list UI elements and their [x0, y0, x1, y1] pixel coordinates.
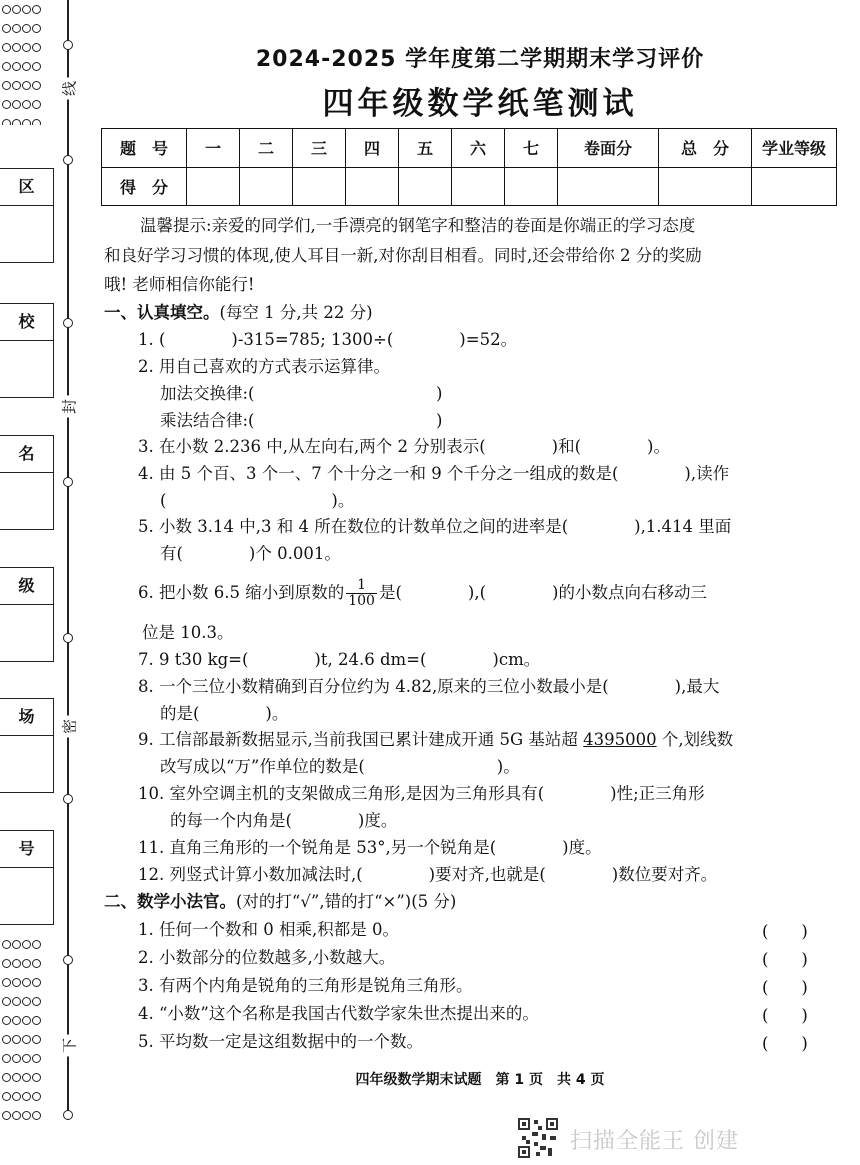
question-2a: 加法交换律:( ) [160, 384, 443, 403]
punch-hole [12, 81, 21, 90]
score-cell[interactable] [505, 167, 558, 206]
score-header-cell: 总 分 [659, 129, 752, 168]
score-table-score-row [102, 167, 837, 206]
punch-hole [32, 1016, 41, 1025]
score-cell[interactable] [293, 167, 346, 206]
judgement-item: 3. 有两个内角是锐角的三角形是锐角三角形。 [138, 976, 473, 995]
question-9-text: 9. 工信部最新数据显示,当前我国已累计建成开通 5G 基站超 [138, 730, 584, 749]
punch-hole [2, 24, 11, 33]
punch-hole [32, 1092, 41, 1101]
score-header-cell: 卷面分 [558, 129, 659, 168]
punch-hole [32, 978, 41, 987]
score-table-header-row [102, 129, 837, 168]
fraction-numerator: 1 [346, 578, 377, 594]
punch-hole [22, 81, 31, 90]
punch-hole [2, 959, 11, 968]
punch-hole [12, 1016, 21, 1025]
punch-hole [32, 1111, 41, 1120]
punch-hole [22, 1035, 31, 1044]
punch-hole [12, 24, 21, 33]
answer-box[interactable]: ( ) [762, 978, 808, 997]
exam-subtitle: 四年级数学纸笔测试 [322, 86, 638, 122]
punch-hole [22, 43, 31, 52]
binding-dot [63, 1110, 73, 1120]
qr-code-icon [518, 1118, 558, 1158]
tip-line: 哦! 老师相信你能行! [104, 275, 255, 294]
score-cell[interactable] [752, 167, 837, 206]
question-11: 11. 直角三角形的一个锐角是 53°,另一个锐角是( )度。 [138, 838, 602, 857]
punch-hole [12, 940, 21, 949]
score-header-cell: 学业等级 [752, 129, 837, 168]
field-name[interactable]: 名 [0, 435, 54, 530]
score-cell[interactable] [187, 167, 240, 206]
answer-box[interactable]: ( ) [762, 1034, 808, 1053]
score-table [101, 128, 837, 206]
punch-hole [22, 62, 31, 71]
score-header-cell: 六 [452, 129, 505, 168]
judgement-item: 1. 任何一个数和 0 相乘,积都是 0。 [138, 920, 399, 939]
section-2-title [104, 890, 456, 914]
punch-hole [2, 119, 11, 125]
binding-dot [63, 794, 73, 804]
section-2-note: (对的打“√”,错的打“×”)(5 分) [236, 892, 457, 911]
punch-hole [32, 100, 41, 109]
binding-dot [63, 955, 73, 965]
field-district[interactable]: 区 [0, 168, 54, 263]
punch-hole [2, 1035, 11, 1044]
punch-hole [22, 5, 31, 14]
punch-hole [12, 1054, 21, 1063]
cut-mark-seal: 封 [59, 396, 80, 418]
question-9-line-1 [138, 728, 733, 752]
punch-hole [12, 1073, 21, 1082]
punch-hole [12, 978, 21, 987]
cut-mark-secret: 密 [59, 716, 80, 738]
punch-hole [12, 1035, 21, 1044]
question-6-text: 是( ),( )的小数点向右移动三 [378, 583, 707, 602]
punch-hole [32, 81, 41, 90]
question-4-line-2: ( )。 [160, 491, 355, 510]
punch-hole [22, 24, 31, 33]
punch-hole [2, 1092, 11, 1101]
binding-dot [63, 477, 73, 487]
answer-box[interactable]: ( ) [762, 1006, 808, 1025]
punch-hole [2, 940, 11, 949]
score-cell[interactable] [240, 167, 293, 206]
punch-hole [12, 997, 21, 1006]
question-10-line-2: 的每一个内角是( )度。 [170, 811, 398, 830]
question-12: 12. 列竖式计算小数加减法时,( )要对齐,也就是( )数位要对齐。 [138, 865, 718, 884]
punch-hole [2, 100, 11, 109]
question-6-line-1 [138, 578, 707, 609]
tip-line: 和良好学习习惯的体现,使人耳目一新,对你刮目相看。同时,还会带给你 2 分的奖励 [104, 246, 702, 265]
question-3: 3. 在小数 2.236 中,从左向右,两个 2 分别表示( )和( )。 [138, 437, 670, 456]
tip-line: 温馨提示:亲爱的同学们,一手漂亮的钢笔字和整洁的卷面是你端正的学习态度 [140, 216, 696, 235]
score-cell[interactable] [452, 167, 505, 206]
punch-hole [32, 62, 41, 71]
punch-hole [32, 1054, 41, 1063]
underlined-number: 4395000 [583, 730, 657, 749]
field-school[interactable]: 校 [0, 303, 54, 398]
punch-hole [22, 997, 31, 1006]
punch-hole [22, 1111, 31, 1120]
punch-hole [2, 1111, 11, 1120]
punch-hole [2, 1073, 11, 1082]
punch-hole [2, 62, 11, 71]
punch-hole [2, 978, 11, 987]
score-header-cell: 三 [293, 129, 346, 168]
judgement-item: 5. 平均数一定是这组数据中的一个数。 [138, 1032, 423, 1051]
punch-hole [22, 1054, 31, 1063]
punch-hole [32, 940, 41, 949]
punch-hole [22, 940, 31, 949]
score-cell[interactable] [346, 167, 399, 206]
score-header-cell: 二 [240, 129, 293, 168]
score-header-cell: 四 [346, 129, 399, 168]
score-header-cell: 七 [505, 129, 558, 168]
question-1: 1. ( )-315=785; 1300÷( )=52。 [138, 330, 518, 349]
punch-holes-top [2, 0, 48, 125]
fraction-denominator: 100 [348, 593, 375, 609]
punch-hole [2, 81, 11, 90]
score-header-cell: 一 [187, 129, 240, 168]
fraction-one-hundredth [346, 578, 377, 609]
punch-hole [2, 1016, 11, 1025]
question-10-line-1: 10. 室外空调主机的支架做成三角形,是因为三角形具有( )性;正三角形 [138, 784, 705, 803]
punch-hole [32, 24, 41, 33]
punch-hole [22, 100, 31, 109]
punch-hole [12, 1111, 21, 1120]
punch-hole [2, 1054, 11, 1063]
question-2: 2. 用自己喜欢的方式表示运算律。 [138, 357, 390, 376]
cut-mark-line: 线 [59, 78, 80, 100]
binding-margin [0, 0, 100, 1165]
question-8-line-2: 的是( )。 [160, 704, 289, 723]
exam-title: 2024-2025 学年度第二学期期末学习评价 [255, 47, 705, 72]
punch-hole [32, 959, 41, 968]
punch-hole [32, 1035, 41, 1044]
section-1-note: (每空 1 分,共 22 分) [219, 303, 373, 322]
punch-hole [22, 959, 31, 968]
cut-mark-below: 下 [59, 1035, 80, 1057]
section-2-heading: 二、数学小法官。 [104, 892, 236, 911]
punch-hole [2, 43, 11, 52]
punch-hole [12, 959, 21, 968]
binding-dot [63, 155, 73, 165]
score-cell[interactable] [558, 167, 659, 206]
answer-box[interactable]: ( ) [762, 950, 808, 969]
binding-line [67, 0, 69, 1120]
question-9-text: 个,划线数 [656, 730, 734, 749]
punch-holes-bottom [2, 935, 48, 1130]
binding-dot [63, 318, 73, 328]
punch-hole [12, 43, 21, 52]
page-footer: 四年级数学期末试题 第 1 页 共 4 页 [355, 1072, 605, 1088]
question-4-line-1: 4. 由 5 个百、3 个一、7 个十分之一和 9 个千分之一组成的数是( ),读作 [138, 464, 730, 483]
punch-hole [32, 43, 41, 52]
punch-hole [12, 100, 21, 109]
question-8-line-1: 8. 一个三位小数精确到百分位约为 4.82,原来的三位小数最小是( ),最大 [138, 677, 720, 696]
punch-hole [32, 119, 41, 125]
scanner-watermark: 扫描全能王 创建 [570, 1129, 739, 1154]
punch-hole [22, 978, 31, 987]
punch-hole [22, 119, 31, 125]
punch-hole [32, 5, 41, 14]
section-1-heading: 一、认真填空。 [104, 303, 220, 322]
judgement-item: 4. “小数”这个名称是我国古代数学家朱世杰提出来的。 [138, 1004, 539, 1023]
punch-hole [22, 1073, 31, 1082]
binding-dot [63, 40, 73, 50]
punch-hole [2, 5, 11, 14]
punch-hole [12, 62, 21, 71]
punch-hole [32, 997, 41, 1006]
question-9-line-2: 改写成以“万”作单位的数是( )。 [160, 757, 520, 776]
question-6-line-2: 位是 10.3。 [142, 623, 234, 642]
score-header-cell: 五 [399, 129, 452, 168]
score-header-cell: 题 号 [102, 129, 187, 168]
punch-hole [12, 5, 21, 14]
punch-hole [12, 119, 21, 125]
punch-hole [22, 1092, 31, 1101]
question-6-text: 6. 把小数 6.5 缩小到原数的 [138, 583, 345, 602]
score-row-label: 得 分 [102, 167, 187, 206]
judgement-item: 2. 小数部分的位数越多,小数越大。 [138, 948, 396, 967]
binding-dot [63, 633, 73, 643]
question-5-line-1: 5. 小数 3.14 中,3 和 4 所在数位的计数单位之间的进率是( ),1.414 里面 [138, 517, 732, 536]
question-5-line-2: 有( )个 0.001。 [160, 544, 341, 563]
answer-box[interactable]: ( ) [762, 922, 808, 941]
punch-hole [12, 1092, 21, 1101]
score-cell[interactable] [659, 167, 752, 206]
punch-hole [2, 997, 11, 1006]
section-1-title [104, 301, 373, 325]
field-class[interactable]: 级 [0, 567, 54, 662]
question-2b: 乘法结合律:( ) [160, 411, 443, 430]
field-exam-room[interactable]: 场 [0, 698, 54, 793]
question-7: 7. 9 t30 kg=( )t, 24.6 dm=( )cm。 [138, 650, 541, 669]
punch-hole [32, 1073, 41, 1082]
field-seat-number[interactable]: 号 [0, 830, 54, 925]
punch-hole [22, 1016, 31, 1025]
score-cell[interactable] [399, 167, 452, 206]
